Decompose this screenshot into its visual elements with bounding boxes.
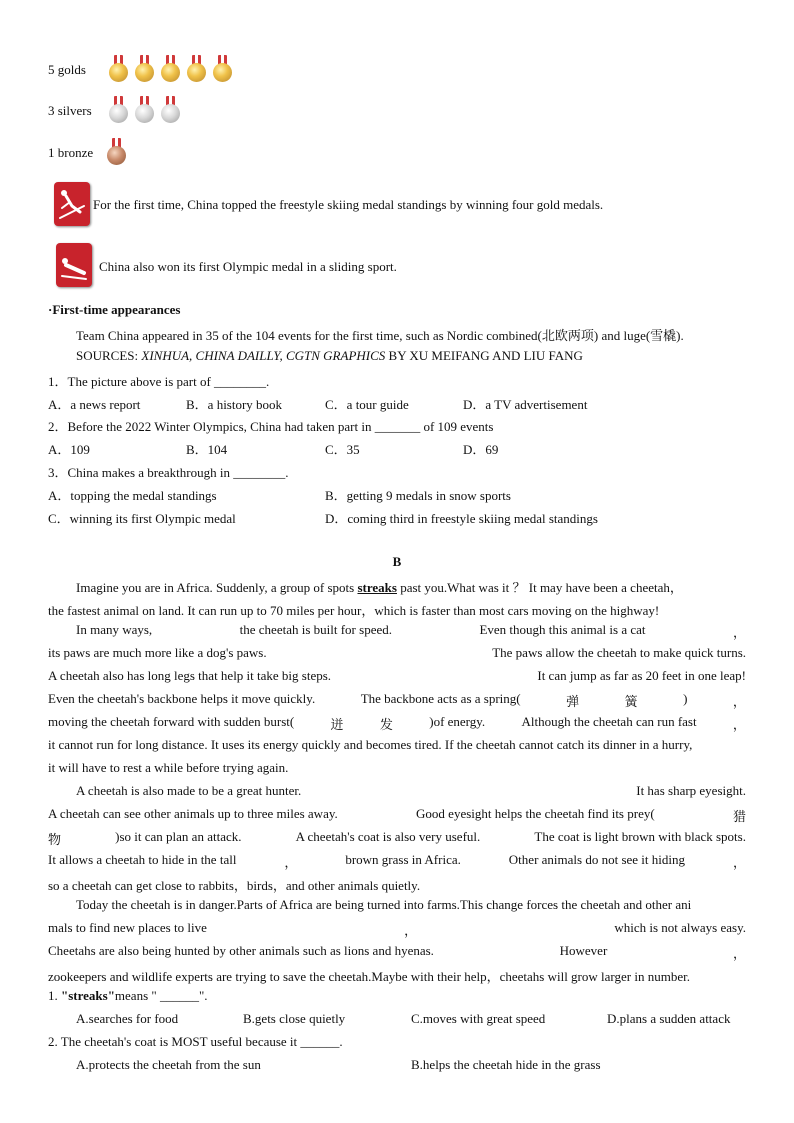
b-question-1-stem: 1. "streaks"means " ______".: [48, 988, 208, 1003]
passage-p2-line-5: [48, 714, 746, 733]
passage-p4-line-1: [76, 897, 746, 913]
question-2-option-c: C．35: [325, 442, 360, 457]
question-1-option-a: A．a news report: [48, 397, 141, 412]
passage-p1-line-1: Imagine you are in Africa. Suddenly, a group of spots streaks past you.What was it ？ It may have been a cheetah，: [76, 580, 683, 595]
passage-segment: The paws allow the cheetah to make quick turns.: [492, 645, 746, 660]
passage-segment: A cheetah's coat is also very useful.: [295, 829, 481, 844]
passage-p1-line-2: the fastest animal on land. It can run up to 70 miles per hour，which is faster than most cars moving on the highway!: [48, 603, 660, 618]
passage-segment: Good eyesight helps the cheetah find its prey(: [416, 806, 655, 821]
first-time-heading: ·First-time appearances: [48, 302, 181, 317]
passage-segment: ，: [732, 625, 746, 640]
freestyle-skiing-icon: [54, 182, 90, 226]
sliding-sport-icon: [56, 243, 92, 287]
passage-segment: moving the cheetah forward with sudden burst(: [48, 714, 295, 729]
passage-segment: )of energy.: [429, 714, 486, 729]
passage-p4-line-3: [48, 943, 746, 962]
question-2-option-a: A．109: [48, 442, 90, 457]
passage-segment: brown grass in Africa.: [345, 852, 461, 867]
passage-p2-line-7: [48, 760, 746, 776]
passage-segment: so a cheetah can get close to rabbits，birds，and other animals quietly.: [48, 878, 421, 893]
passage-p3-line-5: [48, 875, 746, 894]
question-1-option-b: B．a history book: [186, 397, 283, 412]
question-3-option-b: B．getting 9 medals in snow sports: [325, 488, 511, 503]
passage-p2-line-6: [48, 737, 746, 753]
passage-segment: ，: [284, 855, 298, 870]
passage-segment: The backbone acts as a spring(: [360, 691, 521, 706]
passage-segment: ): [683, 691, 688, 706]
gold-medals: [108, 55, 233, 83]
bronze-label: 1 bronze: [48, 145, 94, 160]
question-3-stem: 3．China makes a breakthrough in ________.: [48, 465, 289, 480]
question-3-option-c: C．winning its first Olympic medal: [48, 511, 236, 526]
question-2-option-b: B．104: [186, 442, 228, 457]
passage-segment: 迸: [330, 717, 344, 732]
passage-segment: However: [559, 943, 608, 958]
passage-segment: Even the cheetah's backbone helps it move quickly.: [48, 691, 316, 706]
question-1-stem: 1．The picture above is part of ________.: [48, 374, 270, 389]
passage-segment: ，: [732, 694, 746, 709]
b-question-1-option-c: C.moves with great speed: [411, 1011, 546, 1026]
passage-segment: In many ways,: [76, 622, 153, 637]
first-time-line: Team China appeared in 35 of the 104 events for the first time, such as Nordic combined(北欧两项) and luge(雪橇).: [76, 328, 684, 343]
passage-segment: ，: [404, 923, 418, 938]
silver-medals: [108, 96, 181, 124]
passage-p3-line-1: [76, 783, 746, 799]
passage-p3-line-2: [48, 806, 746, 825]
passage-segment: mals to find new places to live: [48, 920, 207, 935]
gold-medal-icon: [212, 55, 233, 83]
passage-segment: It can jump as far as 20 feet in one leap!: [537, 668, 746, 683]
question-2-option-d: D．69: [463, 442, 499, 457]
passage-segment: Other animals do not see it hiding: [508, 852, 685, 867]
silver-medal-icon: [160, 96, 181, 124]
passage-segment: A cheetah can see other animals up to three miles away.: [48, 806, 338, 821]
passage-segment: )so it can plan an attack.: [115, 829, 242, 844]
b-question-2-option-b: B.helps the cheetah hide in the grass: [411, 1057, 601, 1072]
passage-segment: A cheetah also has long legs that help it take big steps.: [48, 668, 332, 683]
passage-segment: ，: [732, 717, 746, 732]
gold-medal-icon: [108, 55, 129, 83]
passage-p3-line-4: [48, 852, 746, 871]
section-b-title: B: [392, 554, 402, 569]
question-3-option-d: D．coming third in freestyle skiing medal standings: [325, 511, 598, 526]
silver-medal-icon: [108, 96, 129, 124]
passage-p3-line-3: [48, 829, 746, 848]
question-3-option-a: A．topping the medal standings: [48, 488, 217, 503]
gold-medal-icon: [160, 55, 181, 83]
passage-segment: The coat is light brown with black spots.: [534, 829, 746, 844]
passage-segment: Cheetahs are also being hunted by other animals such as lions and hyenas.: [48, 943, 434, 958]
golds-label: 5 golds: [48, 62, 86, 77]
passage-segment: its paws are much more like a dog's paws.: [48, 645, 267, 660]
question-1-option-d: D．a TV advertisement: [463, 397, 588, 412]
passage-p2-line-2: [48, 645, 746, 661]
passage-segment: ，: [732, 855, 746, 870]
passage-p2-line-1: [76, 622, 746, 641]
question-1-option-c: C．a tour guide: [325, 397, 409, 412]
passage-segment: the cheetah is built for speed.: [239, 622, 392, 637]
passage-segment: 簧: [624, 694, 638, 709]
question-2-stem: 2．Before the 2022 Winter Olympics, China had taken part in _______ of 109 events: [48, 419, 494, 434]
passage-segment: Today the cheetah is in danger.Parts of Africa are being turned into farms.This change forces the cheetah and other ani: [76, 897, 692, 912]
bronze-medals: [106, 138, 127, 166]
passage-segment: 弹: [566, 694, 580, 709]
b-question-1-option-b: B.gets close quietly: [243, 1011, 346, 1026]
passage-p2-line-3: [48, 668, 746, 684]
gold-medal-icon: [186, 55, 207, 83]
passage-segment: It allows a cheetah to hide in the tall: [48, 852, 237, 867]
bronze-medal-icon: [106, 138, 127, 166]
passage-segment: 发: [379, 717, 393, 732]
passage-segment: It has sharp eyesight.: [636, 783, 746, 798]
passage-segment: ，: [732, 946, 746, 961]
passage-segment: A cheetah is also made to be a great hunter.: [76, 783, 302, 798]
b-question-1-option-a: A.searches for food: [76, 1011, 179, 1026]
b-question-1-option-d: D.plans a sudden attack: [607, 1011, 731, 1026]
passage-segment: 物: [48, 832, 62, 847]
sources-line: SOURCES: XINHUA, CHINA DAILLY, CGTN GRAPHICS BY XU MEIFANG AND LIU FANG: [76, 348, 583, 363]
passage-segment: 猎: [732, 809, 746, 824]
passage-segment: Even though this animal is a cat: [479, 622, 646, 637]
silver-medal-icon: [134, 96, 155, 124]
passage-segment: zookeepers and wildlife experts are trying to save the cheetah.Maybe with their help，cheetahs will grow larger in number.: [48, 969, 690, 984]
passage-segment: Although the cheetah can run fast: [521, 714, 697, 729]
gold-medal-icon: [134, 55, 155, 83]
highlight-sliding-text: China also won its first Olympic medal in a sliding sport.: [99, 259, 397, 274]
silvers-label: 3 silvers: [48, 103, 92, 118]
passage-segment: it cannot run for long distance. It uses its energy quickly and becomes tired. If the cheetah cannot catch its dinner in a hurry,: [48, 737, 693, 752]
highlight-freestyle-text: For the first time, China topped the freestyle skiing medal standings by winning four gold medals.: [93, 197, 604, 212]
passage-p4-line-2: [48, 920, 746, 939]
passage-segment: which is not always easy.: [614, 920, 746, 935]
passage-p2-line-4: [48, 691, 746, 710]
passage-segment: it will have to rest a while before trying again.: [48, 760, 289, 775]
passage-p4-line-4: [48, 966, 746, 985]
b-question-2-stem: 2. The cheetah's coat is MOST useful because it ______.: [48, 1034, 343, 1049]
b-question-2-option-a: A.protects the cheetah from the sun: [76, 1057, 261, 1072]
